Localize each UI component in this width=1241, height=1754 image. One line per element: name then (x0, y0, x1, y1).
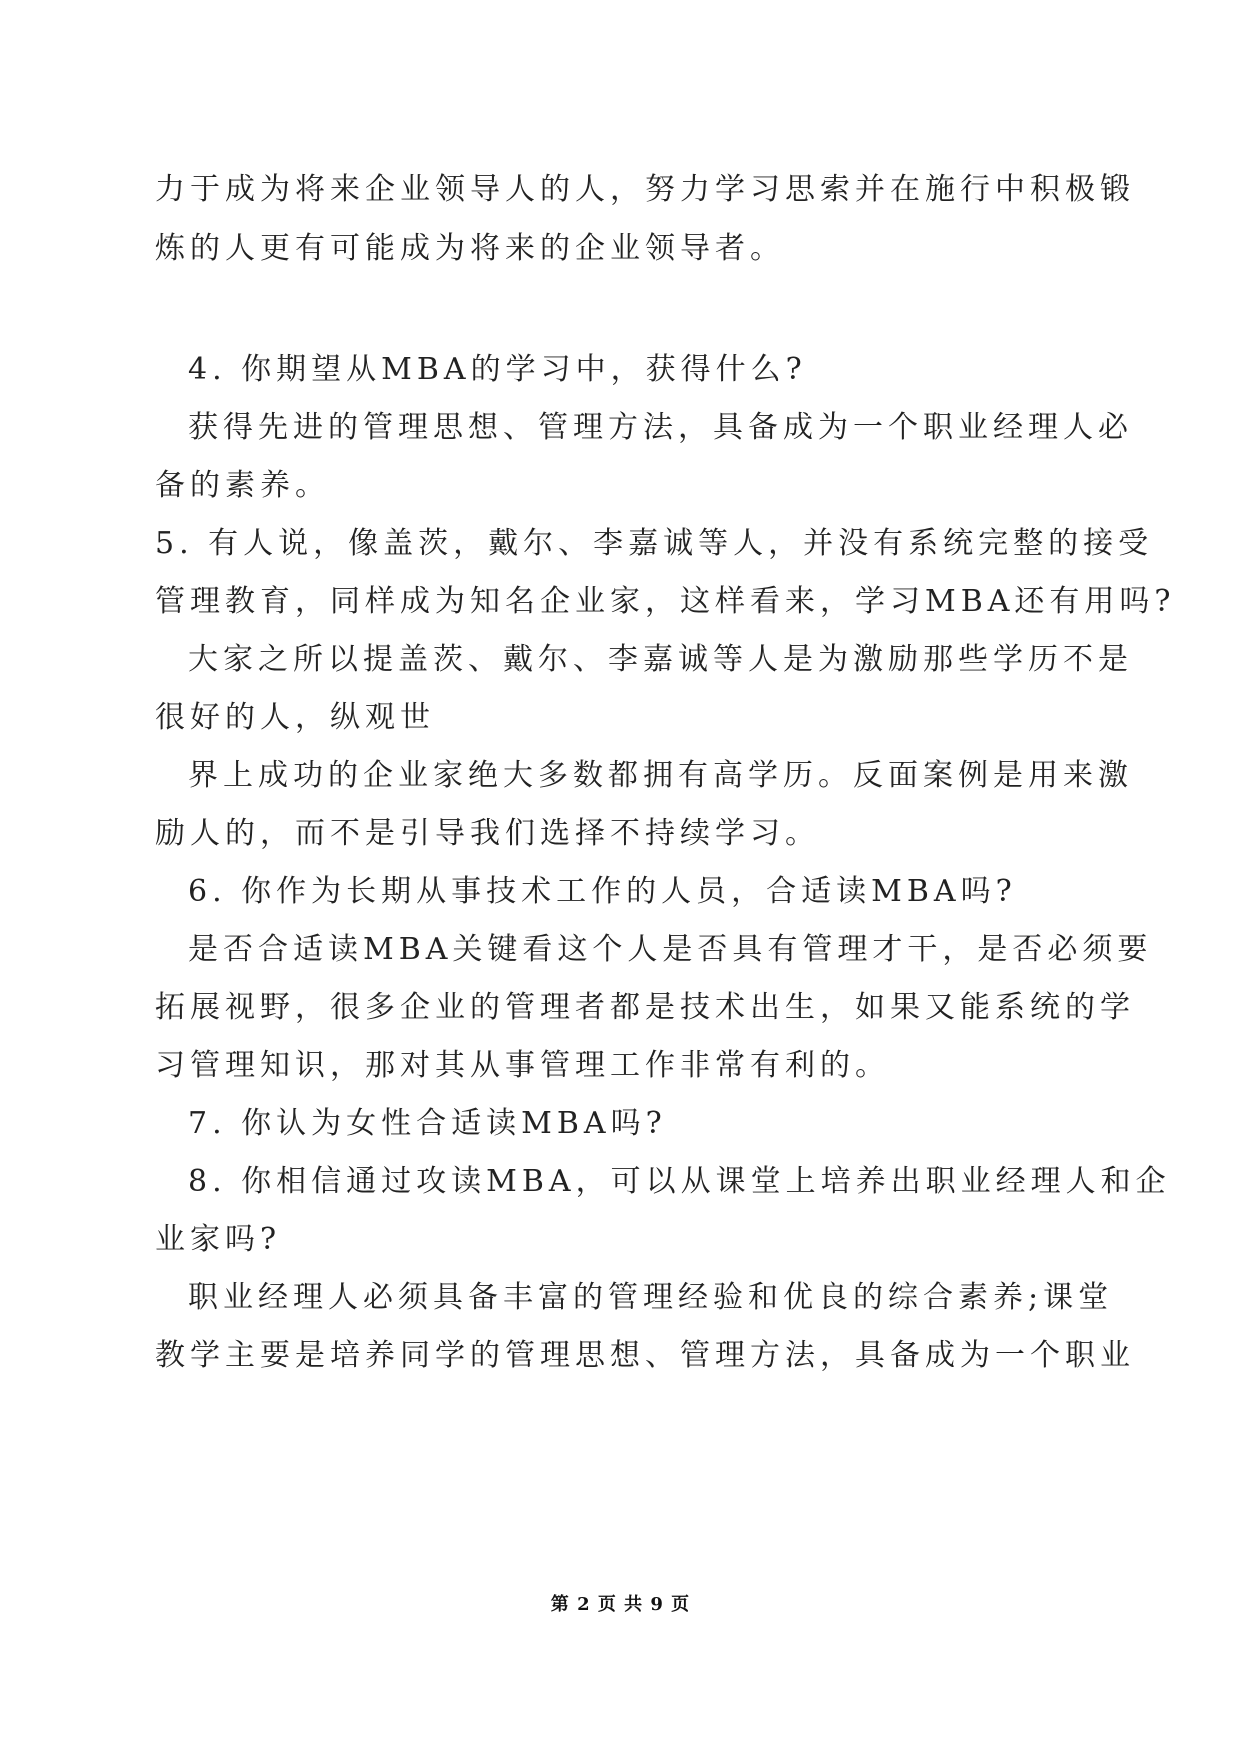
question-8-line-1: 8. 你相信通过攻读MBA，可以从课堂上培养出职业经理人和企 (188, 1164, 1171, 1199)
answer-6-line-2: 拓展视野，很多企业的管理者都是技术出生，如果又能系统的学 (155, 990, 1135, 1025)
question-8-line-2: 业家吗? (155, 1222, 282, 1257)
body-line-2: 炼的人更有可能成为将来的企业领导者。 (155, 231, 785, 266)
question-4: 4. 你期望从MBA的学习中，获得什么? (188, 352, 807, 387)
answer-4-line-1: 获得先进的管理思想、管理方法，具备成为一个职业经理人必 (188, 410, 1133, 445)
answer-5-line-4: 励人的，而不是引导我们选择不持续学习。 (155, 816, 820, 851)
answer-8-line-1: 职业经理人必须具备丰富的管理经验和优良的综合素养;课堂 (188, 1280, 1114, 1315)
question-6: 6. 你作为长期从事技术工作的人员，合适读MBA吗? (188, 874, 1017, 909)
answer-5-line-2: 很好的人，纵观世 (155, 700, 435, 735)
answer-5-line-3: 界上成功的企业家绝大多数都拥有高学历。反面案例是用来激 (188, 758, 1133, 793)
question-7: 7. 你认为女性合适读MBA吗? (188, 1106, 667, 1141)
answer-5-line-1: 大家之所以提盖茨、戴尔、李嘉诚等人是为激励那些学历不是 (188, 642, 1133, 677)
answer-6-line-3: 习管理知识，那对其从事管理工作非常有利的。 (155, 1048, 890, 1083)
answer-4-line-2: 备的素养。 (155, 468, 330, 503)
question-5-line-2: 管理教育，同样成为知名企业家，这样看来，学习MBA还有用吗? (155, 584, 1176, 619)
question-5-line-1: 5. 有人说，像盖茨，戴尔、李嘉诚等人，并没有系统完整的接受 (155, 526, 1154, 561)
answer-6-line-1: 是否合适读MBA关键看这个人是否具有管理才干，是否必须要 (188, 932, 1153, 967)
answer-8-line-2: 教学主要是培养同学的管理思想、管理方法，具备成为一个职业 (155, 1338, 1135, 1373)
page-number-footer: 第 2 页 共 9 页 (550, 1594, 691, 1615)
body-line-1: 力于成为将来企业领导人的人，努力学习思索并在施行中积极锻 (155, 172, 1135, 207)
